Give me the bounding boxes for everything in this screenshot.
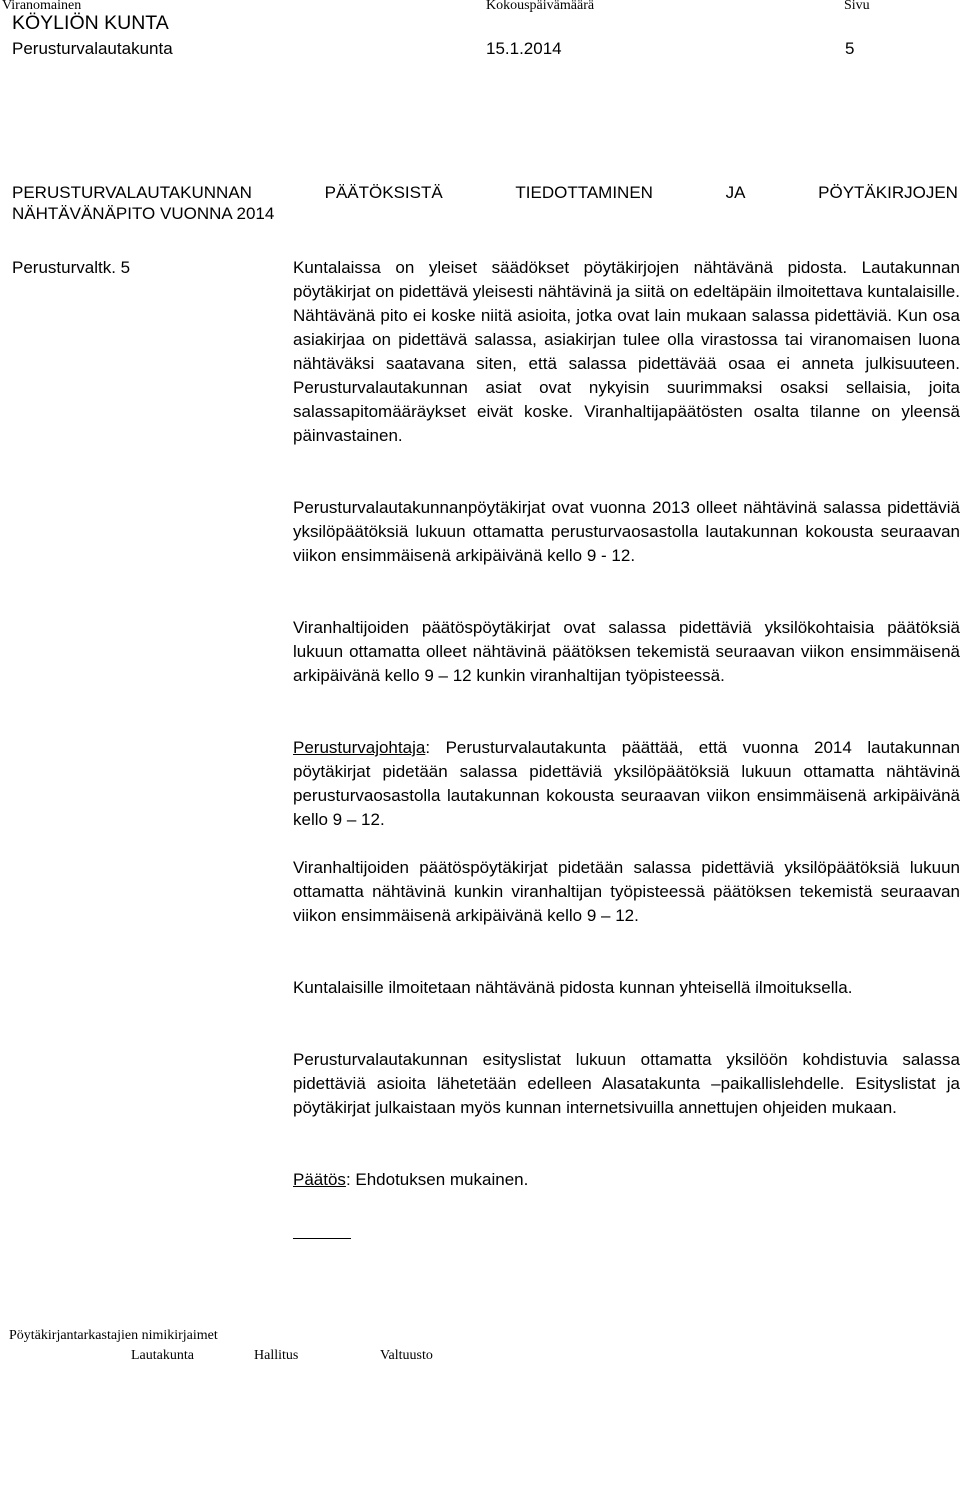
footer-body-board: Lautakunta bbox=[131, 1348, 194, 1363]
title-word: PÖYTÄKIRJOJEN bbox=[818, 183, 958, 202]
paragraph: Kuntalaissa on yleiset säädökset pöytäkirjojen nähtävänä pidosta. Lautakunnan pöytäkirjat on pidettävä yleisesti nähtävinä ja siitä on edeltäpäin ilmoitettava kuntalaisille. Nähtävänä pito ei koske niitä asioita, jotka ovat lain mukaan salassa pidettäviä. Kun osa asiakirjaa on pidettävä salassa, asiakirjan tulee olla virastossa tai viranomaisen luona nähtäväksi saatavana siten, että salassa pidettävää osaa ei anneta julkisuuteen. Perusturvalautakunnan asiat ovat nykyisin suurimmaksi osaksi sellaisia, joita salassapitomääräykset eivät koske. Viranhaltijapäätösten osalta tilanne on yleensä päinvastainen. bbox=[293, 258, 960, 445]
decision-label: Päätös bbox=[293, 1170, 346, 1189]
header-label-meeting-date: Kokouspäivämäärä bbox=[486, 0, 595, 13]
document-title bbox=[12, 183, 958, 224]
footer-body-government: Hallitus bbox=[254, 1348, 299, 1363]
header-label-authority: Viranomainen bbox=[2, 0, 82, 13]
meeting-date: 15.1.2014 bbox=[486, 39, 562, 58]
decision-text: : Ehdotuksen mukainen. bbox=[345, 1170, 529, 1189]
paragraph: Viranhaltijoiden päätöspöytäkirjat ovat salassa pidettäviä yksilökohtaisia päätöksiä lukuun ottamatta olleet nähtävinä päätöksen tekemistä seuraavan viikon ensimmäisenä arkipäivänä kello 9 – 12 kunkin viranhaltijan työpisteessä. bbox=[293, 618, 960, 685]
footer-body-council: Valtuusto bbox=[380, 1348, 433, 1363]
proposal-paragraph bbox=[293, 736, 960, 832]
paragraph-officials bbox=[293, 616, 960, 688]
paragraph: Kuntalaisille ilmoitetaan nähtävänä pidosta kunnan yhteisellä ilmoituksella. bbox=[293, 978, 853, 997]
title-word: PERUSTURVALAUTAKUNNAN bbox=[12, 183, 252, 202]
title-word: PÄÄTÖKSISTÄ bbox=[324, 183, 443, 202]
title-line-2: NÄHTÄVÄNÄPITO VUONNA 2014 bbox=[12, 204, 275, 223]
paragraph-announcement bbox=[293, 976, 960, 1000]
paragraph: Perusturvalautakunnanpöytäkirjat ovat vuonna 2013 olleet nähtävinä salassa pidettäviä yksilöpäätöksiä lukuun ottamatta perusturvaosastolla lautakunnan kokousta seuraavan viikon ensimmäisenä arkipäivänä kello 9 - 12. bbox=[293, 498, 960, 565]
footer-signatures-label: Pöytäkirjantarkastajien nimikirjaimet bbox=[9, 1328, 218, 1343]
page-number: 5 bbox=[845, 39, 855, 58]
committee-name: Perusturvalautakunta bbox=[12, 39, 173, 58]
paragraph-2013-practice bbox=[293, 496, 960, 568]
proposal-text: : Perusturvalautakunta päättää, että vuonna 2014 lautakunnan pöytäkirjat pidetään salassa pidettäviä yksilöpäätöksiä lukuun ottamatta nähtävinä perusturvaosastolla lautakunnan kokousta seuraavan viikon ensimmäisenä arkipäivänä kello 9 – 12. bbox=[293, 738, 960, 829]
section-reference: Perusturvaltk. 5 bbox=[12, 258, 131, 277]
paragraph: Perusturvalautakunnan esityslistat lukuun ottamatta yksilöön kohdistuvia salassa pidettäviä asioita lähetetään edelleen Alasatakunta –paikallislehdelle. Esityslistat ja pöytäkirjat julkaistaan myös kunnan internetsivuilla annettujen ohjeiden mukaan. bbox=[293, 1050, 960, 1117]
paragraph-agendas bbox=[293, 1048, 960, 1120]
paragraph-officials-2014 bbox=[293, 856, 960, 928]
paragraph-background bbox=[293, 256, 960, 448]
organization-name: KÖYLIÖN KUNTA bbox=[12, 12, 169, 34]
section-end-rule bbox=[293, 1238, 351, 1239]
proposal-label: Perusturvajohtaja bbox=[293, 738, 426, 757]
header-label-page: Sivu bbox=[844, 0, 870, 13]
paragraph: Viranhaltijoiden päätöspöytäkirjat pidetään salassa pidettäviä yksilöpäätöksiä lukuun ottamatta nähtävinä kunkin viranhaltijan työpisteessä päätöksen tekemistä seuraavan viikon ensimmäisenä arkipäivänä kello 9 – 12. bbox=[293, 858, 960, 925]
title-word: TIEDOTTAMINEN bbox=[515, 183, 653, 202]
title-word: JA bbox=[725, 183, 746, 202]
title-line-1 bbox=[12, 183, 958, 203]
decision-paragraph bbox=[293, 1168, 960, 1192]
